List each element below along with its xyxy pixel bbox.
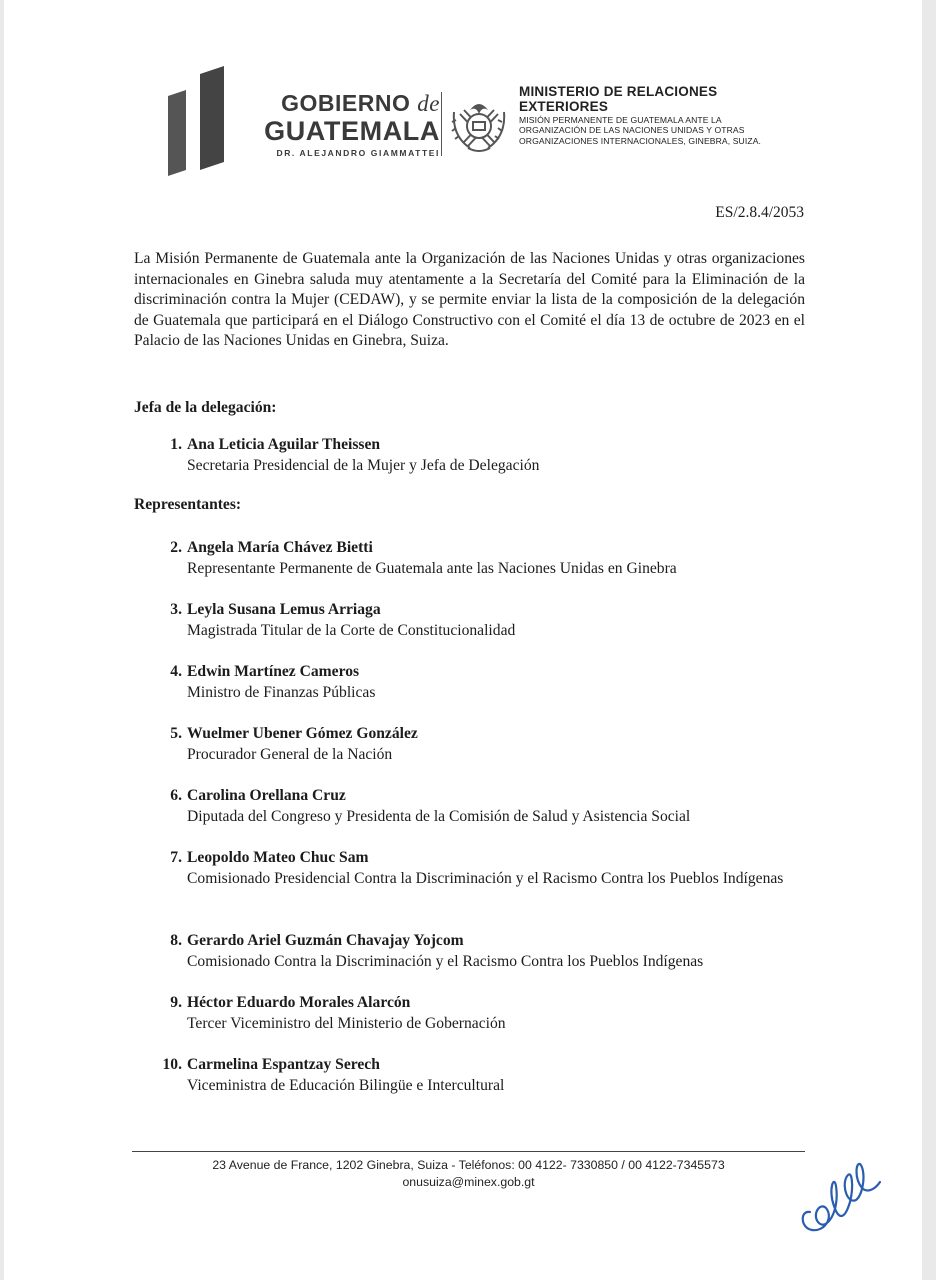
delegate-role: Secretaria Presidencial de la Mujer y Jefa de Delegación xyxy=(187,456,540,474)
delegate-role: Magistrada Titular de la Corte de Constitucionalidad xyxy=(187,621,516,639)
delegate-name: Carmelina Espantzay Serech xyxy=(187,1056,380,1073)
delegate-role: Comisionado Presidencial Contra la Discriminación y el Racismo Contra los Pueblos Indígenas xyxy=(187,869,784,887)
gov-line1: GOBIERNO xyxy=(281,90,411,116)
delegate-number: 5. xyxy=(170,725,182,742)
delegate-number: 3. xyxy=(170,601,182,618)
delegate-number: 2. xyxy=(170,539,182,556)
ministry-block xyxy=(519,84,779,146)
delegate-number: 6. xyxy=(170,787,182,804)
head-of-delegation-heading: Jefa de la delegación: xyxy=(134,399,277,416)
delegate-role: Viceministra de Educación Bilingüe e Intercultural xyxy=(187,1076,505,1094)
delegate-number: 9. xyxy=(170,994,182,1011)
gov-president: DR. ALEJANDRO GIAMMATTEI xyxy=(276,148,440,158)
delegate-name: Leyla Susana Lemus Arriaga xyxy=(187,601,381,618)
delegate-name: Héctor Eduardo Morales Alarcón xyxy=(187,994,411,1011)
ministry-title: MINISTERIO DE RELACIONES EXTERIORES xyxy=(519,84,718,114)
delegate-number: 10. xyxy=(162,1056,182,1073)
delegate-role: Tercer Viceministro del Ministerio de Gobernación xyxy=(187,1014,506,1032)
delegate-name: Ana Leticia Aguilar Theissen xyxy=(187,436,381,453)
letter-page xyxy=(4,0,922,1280)
delegate-number: 7. xyxy=(170,849,182,866)
gobierno-logo-text xyxy=(240,90,440,158)
gov-de: de xyxy=(417,91,440,116)
ministry-subtitle: MISIÓN PERMANENTE DE GUATEMALA ANTE LA ORGANIZACIÓN DE LAS NACIONES UNIDAS Y OTRAS ORGANIZACIONES INTERNACIONALES, GINEBRA, SUIZA. xyxy=(519,115,762,146)
delegate-name: Angela María Chávez Bietti xyxy=(187,539,373,556)
representatives-heading: Representantes: xyxy=(134,496,242,513)
delegate-name: Wuelmer Ubener Gómez González xyxy=(187,725,418,742)
delegate-number: 8. xyxy=(170,932,182,949)
delegate-name: Gerardo Ariel Guzmán Chavajay Yojcom xyxy=(187,932,464,949)
delegate-name: Leopoldo Mateo Chuc Sam xyxy=(187,849,369,866)
delegate-name: Edwin Martínez Cameros xyxy=(187,663,360,680)
footer-address: 23 Avenue de France, 1202 Ginebra, Suiza - Teléfonos: 00 4122- 7330850 / 00 4122-7345573 xyxy=(212,1158,725,1172)
header-divider xyxy=(441,92,442,156)
delegate-role: Representante Permanente de Guatemala ante las Naciones Unidas en Ginebra xyxy=(187,559,677,577)
footer-email: onusuiza@minex.gob.gt xyxy=(402,1175,535,1189)
delegate-role: Ministro de Finanzas Públicas xyxy=(187,683,376,701)
intro-paragraph: La Misión Permanente de Guatemala ante la Organización de las Naciones Unidas y otras organizaciones internacionales en Ginebra saluda muy atentamente a la Secretaría del Comité para la Eliminación de la discriminación contra la Mujer (CEDAW), y se permite enviar la lista de la composición de la delegación de Guatemala que participará en el Diálogo Constructivo con el Comité el día 13 de octubre de 2023 en el Palacio de las Naciones Unidas en Ginebra, Suiza. xyxy=(134,250,805,350)
gov-line2: GUATEMALA xyxy=(264,116,440,146)
reference-number: ES/2.8.4/2053 xyxy=(715,204,804,221)
delegate-role: Procurador General de la Nación xyxy=(187,745,393,763)
footer-divider xyxy=(132,1151,805,1152)
delegate-number: 4. xyxy=(170,663,182,680)
delegate-number: 1. xyxy=(170,436,182,453)
delegate-role: Diputada del Congreso y Presidenta de la Comisión de Salud y Asistencia Social xyxy=(187,807,691,825)
footer xyxy=(132,1157,805,1191)
gobierno-logo-bars-icon xyxy=(166,66,228,176)
handwritten-initials-signature xyxy=(796,1152,888,1238)
delegate-role: Comisionado Contra la Discriminación y el Racismo Contra los Pueblos Indígenas xyxy=(187,952,704,970)
coat-of-arms-icon xyxy=(446,92,512,158)
delegate-name: Carolina Orellana Cruz xyxy=(187,787,346,804)
